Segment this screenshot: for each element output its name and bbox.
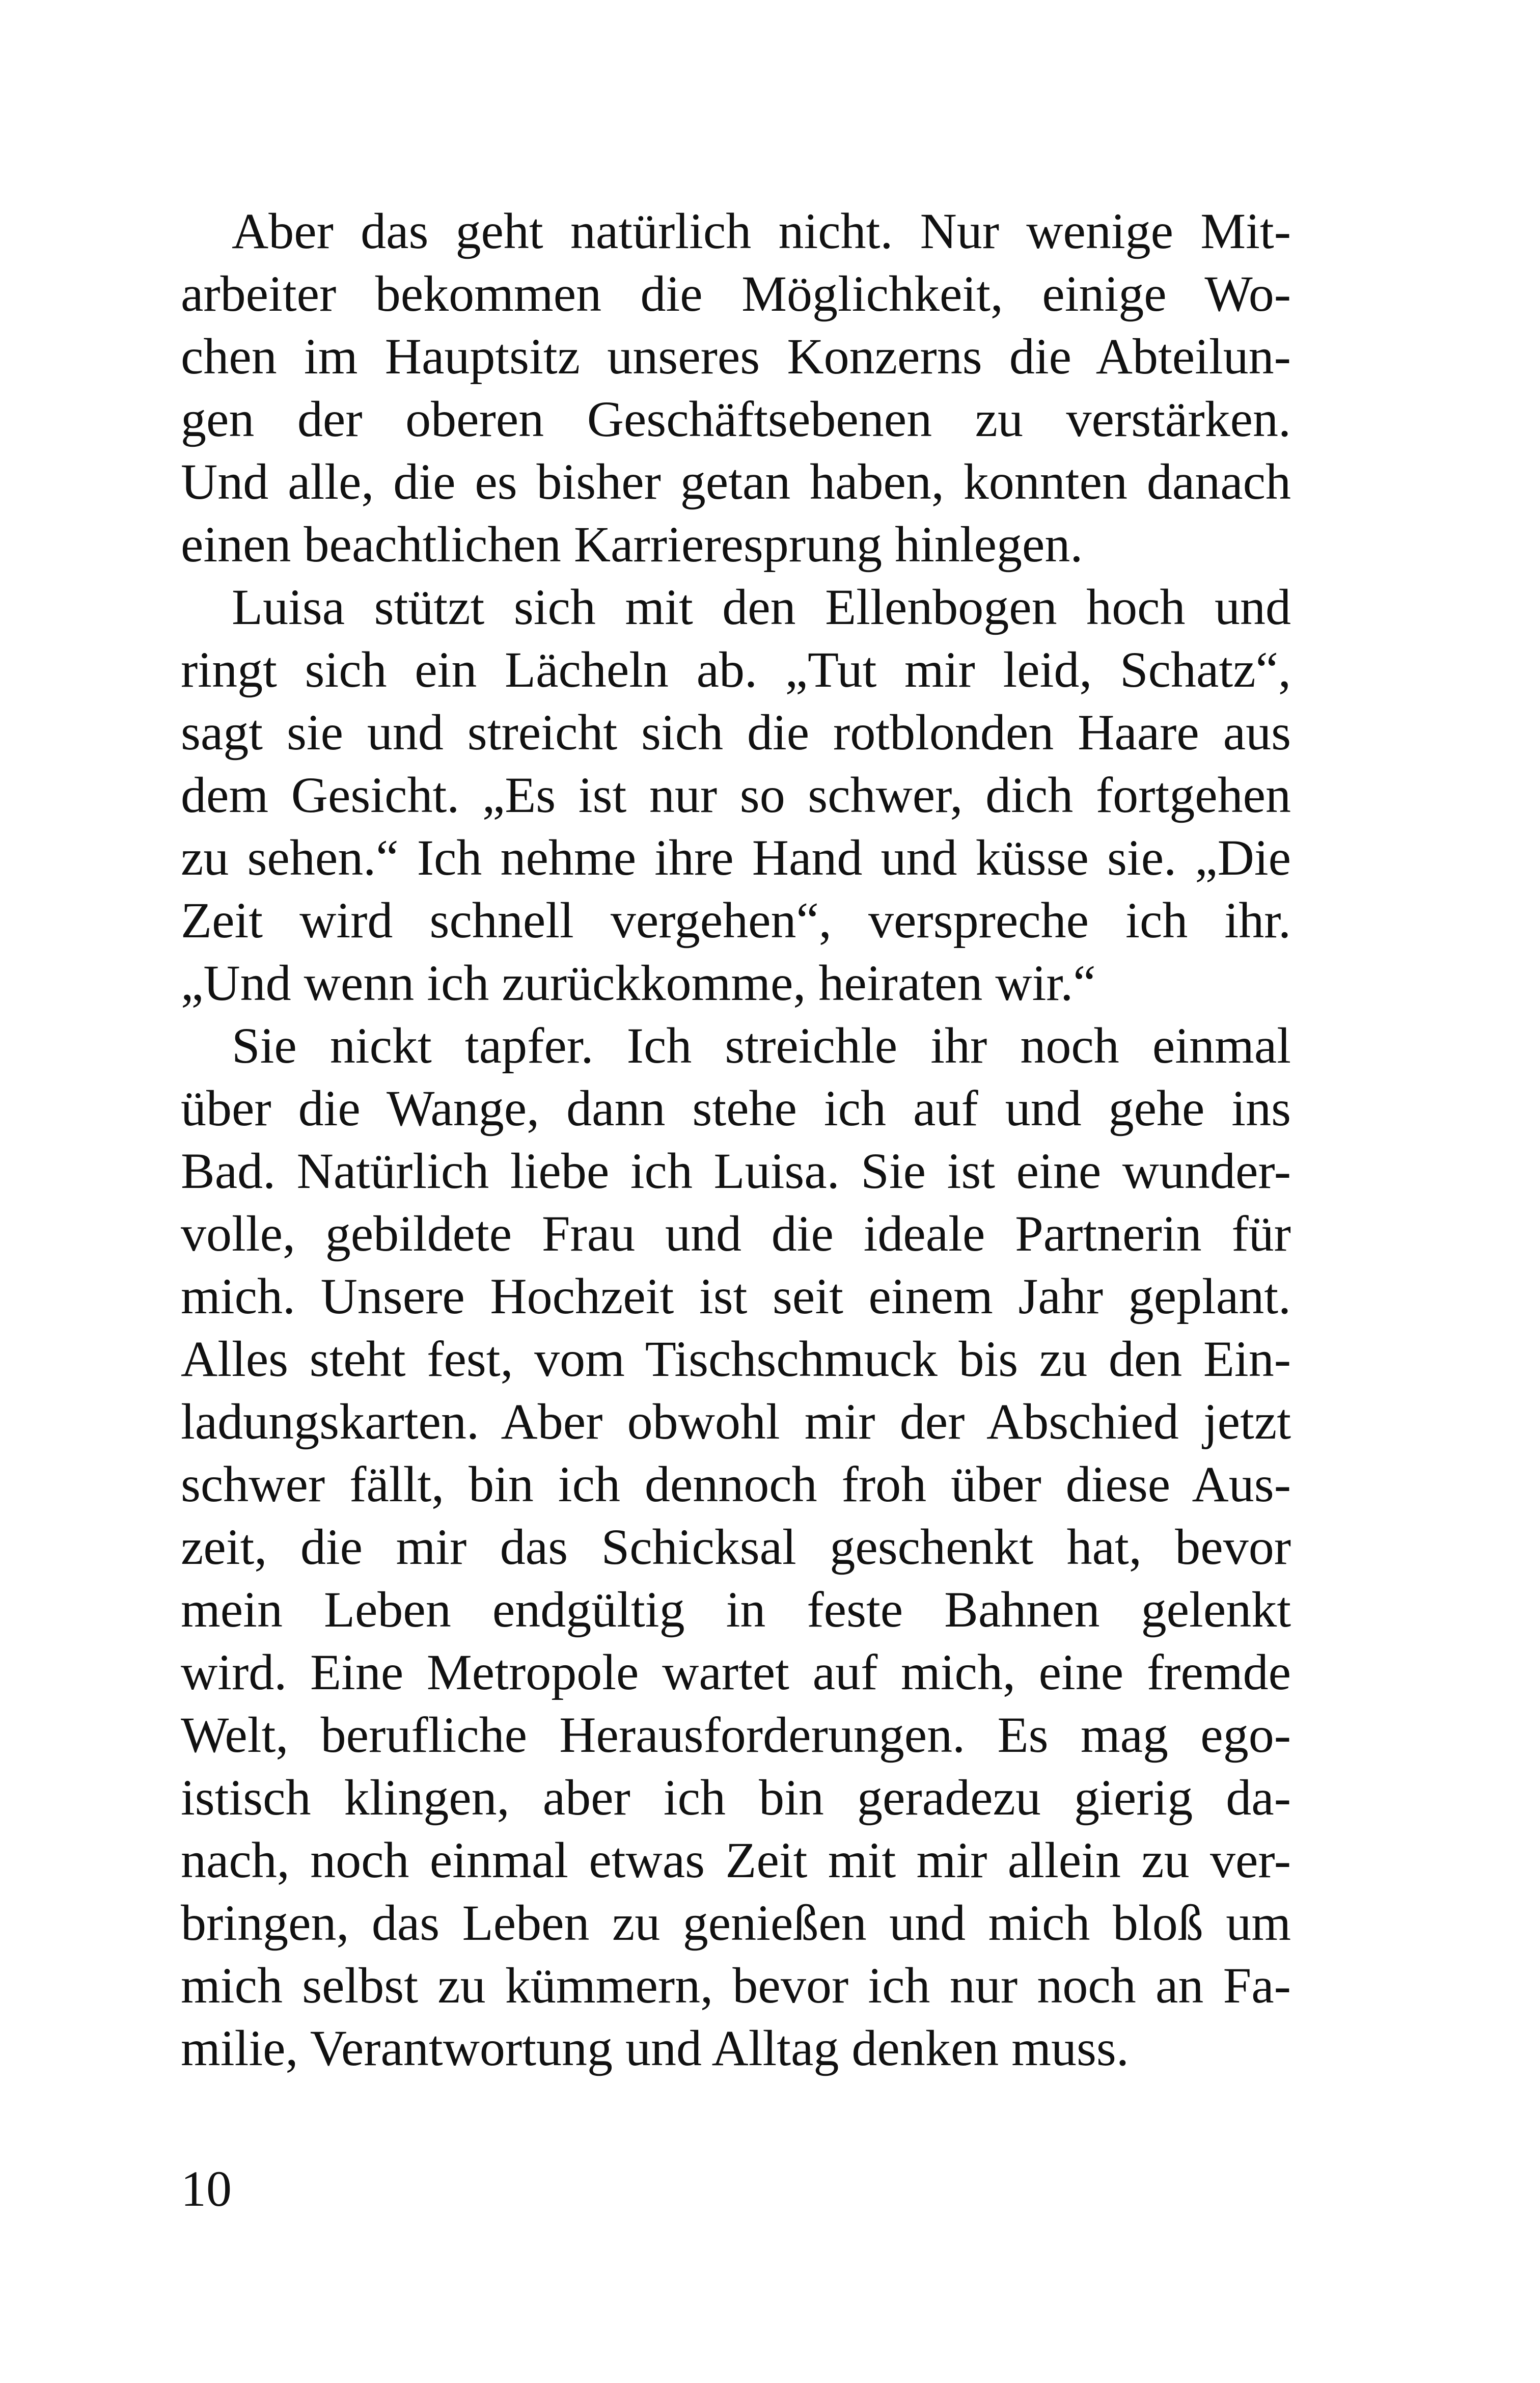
text-line: milie, Verantwortung und Alltag denken muss. (181, 2020, 1129, 2076)
text-line: Sie nickt tapfer. Ich streichle ihr noch einmal (232, 1017, 1291, 1074)
text-line: nach, noch einmal etwas Zeit mit mir allein zu ver- (181, 1832, 1291, 1888)
text-line: ladungskarten. Aber obwohl mir der Abschied jetzt (181, 1393, 1291, 1450)
text-line: mich. Unsere Hochzeit ist seit einem Jahr geplant. (181, 1268, 1291, 1324)
text-line: arbeiter bekommen die Möglichkeit, einige Wo- (181, 265, 1291, 322)
text-line: einen beachtlichen Karrieresprung hinlegen. (181, 516, 1083, 573)
body-text (181, 200, 1291, 2079)
text-line: chen im Hauptsitz unseres Konzerns die Abteilun- (181, 328, 1291, 385)
text-line: Und alle, die es bisher getan haben, konnten danach (181, 453, 1291, 510)
text-line: zeit, die mir das Schicksal geschenkt hat, bevor (181, 1519, 1291, 1575)
text-line: bringen, das Leben zu genießen und mich bloß um (181, 1894, 1291, 1951)
text-line: über die Wange, dann stehe ich auf und gehe ins (181, 1080, 1291, 1136)
text-line: zu sehen.“ Ich nehme ihre Hand und küsse sie. „Die (181, 829, 1291, 886)
text-line: Aber das geht natürlich nicht. Nur wenige Mit- (232, 203, 1291, 259)
text-line: wird. Eine Metropole wartet auf mich, eine fremde (181, 1644, 1291, 1700)
page-number: 10 (181, 2160, 232, 2217)
text-line: mein Leben endgültig in feste Bahnen gelenkt (181, 1581, 1291, 1638)
text-line: „Und wenn ich zurückkomme, heiraten wir.“ (181, 955, 1096, 1011)
text-line: Luisa stützt sich mit den Ellenbogen hoch und (232, 579, 1291, 635)
text-line: schwer fällt, bin ich dennoch froh über diese Aus- (181, 1456, 1291, 1512)
text-line: Alles steht fest, vom Tischschmuck bis zu den Ein- (181, 1331, 1291, 1387)
text-line: volle, gebildete Frau und die ideale Partnerin für (181, 1205, 1291, 1262)
text-line: Welt, berufliche Herausforderungen. Es mag ego- (181, 1707, 1291, 1763)
text-line: ringt sich ein Lächeln ab. „Tut mir leid, Schatz“, (181, 641, 1291, 698)
text-line: gen der oberen Geschäftsebenen zu verstärken. (181, 391, 1291, 447)
text-line: dem Gesicht. „Es ist nur so schwer, dich fortgehen (181, 767, 1291, 823)
text-line: istisch klingen, aber ich bin geradezu gierig da- (181, 1769, 1291, 1826)
text-line: Zeit wird schnell vergehen“, verspreche ich ihr. (181, 892, 1291, 949)
text-line: sagt sie und streicht sich die rotblonden Haare aus (181, 704, 1291, 761)
text-line: mich selbst zu kümmern, bevor ich nur noch an Fa- (181, 1957, 1291, 2014)
text-line: Bad. Natürlich liebe ich Luisa. Sie ist eine wunder- (181, 1143, 1291, 1199)
